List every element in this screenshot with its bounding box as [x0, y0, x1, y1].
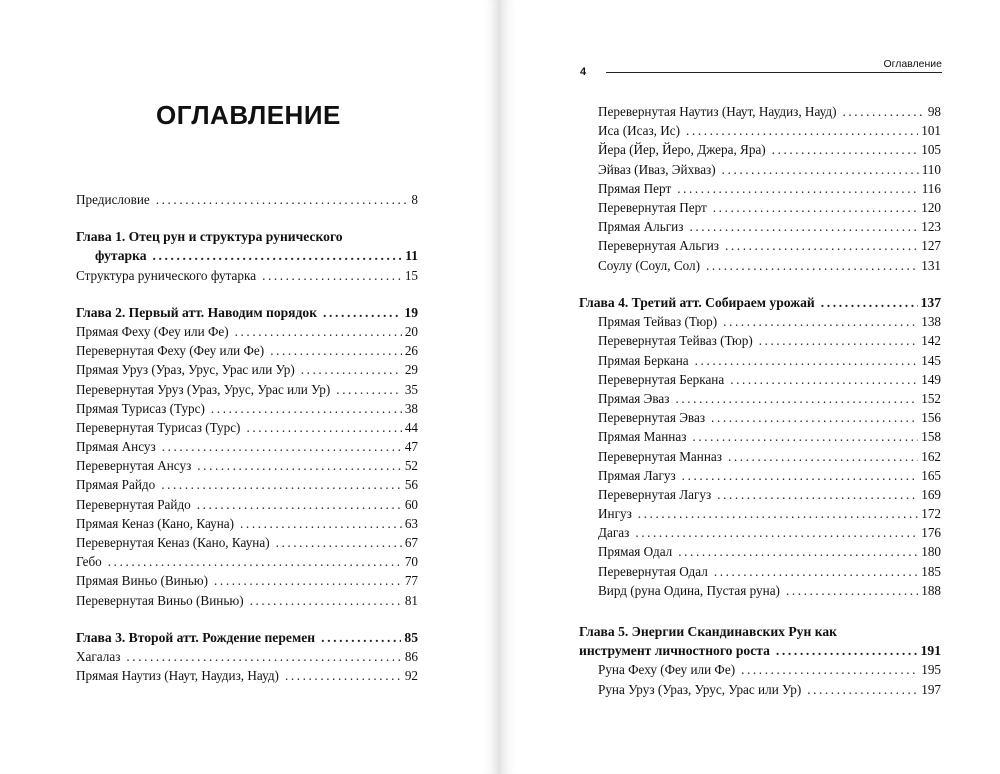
leader-dots	[235, 322, 402, 341]
chapter-3-entries	[76, 647, 418, 685]
toc-entry[interactable]: Ингуз ..... 172	[579, 504, 941, 523]
chapter-2-heading[interactable]: Глава 2. Первый атт. Наводим порядок ..... 19	[76, 303, 418, 322]
leader-dots	[717, 485, 918, 504]
toc-entry[interactable]: Перевернутая Лагуз ..... 169	[579, 485, 941, 504]
chapter-3-heading[interactable]: Глава 3. Второй атт. Рождение перемен ..... 85	[76, 628, 418, 647]
toc-right-chapter4	[579, 293, 941, 600]
leader-dots	[723, 312, 918, 331]
toc-entry[interactable]: Прямая Ансуз ..... 47	[76, 437, 418, 456]
toc-entry[interactable]: Перевернутая Наутиз (Наут, Наудиз, Науд) ..... 98	[598, 102, 941, 121]
leader-dots	[706, 256, 918, 275]
running-section-title: Оглавление	[883, 58, 942, 70]
toc-entry[interactable]: Перевернутая Одал ..... 185	[579, 562, 941, 581]
chapter-1-heading[interactable]: Глава 1. Отец рун и структура рунического	[76, 229, 343, 245]
leader-dots	[323, 303, 401, 322]
leader-dots	[250, 591, 402, 610]
leader-dots	[686, 121, 918, 140]
chapter-5-heading[interactable]: Глава 5. Энергии Скандинавских Рун как	[579, 624, 837, 639]
leader-dots	[635, 523, 918, 542]
toc-entry[interactable]: Прямая Турисаз (Турс) ..... 38	[76, 399, 418, 418]
toc-title: ОГЛАВЛЕНИЕ	[156, 100, 341, 130]
toc-entry[interactable]: Прямая Уруз (Ураз, Урус, Урас или Ур) ..... 29	[76, 360, 418, 379]
toc-entry[interactable]: Перевернутая Манназ ..... 162	[579, 447, 941, 466]
leader-dots	[772, 140, 919, 159]
page-number: 4	[580, 66, 587, 78]
leader-dots	[843, 102, 925, 121]
leader-dots	[759, 331, 919, 350]
header-rule	[606, 72, 942, 73]
leader-dots	[162, 437, 402, 456]
toc-entry[interactable]: Перевернутая Тейваз (Тюр) ..... 142	[579, 331, 941, 350]
toc-entry[interactable]: Прямая Райдо ..... 56	[76, 475, 418, 494]
toc-entry[interactable]: Перевернутая Беркана ..... 149	[579, 370, 941, 389]
toc-entry[interactable]: Перевернутая Ансуз ..... 52	[76, 456, 418, 475]
leader-dots	[285, 666, 402, 685]
leader-dots	[725, 236, 918, 255]
leader-dots	[722, 160, 919, 179]
toc-entry[interactable]: Перевернутая Виньо (Винью) ..... 81	[76, 591, 418, 610]
leader-dots	[682, 466, 919, 485]
toc-entry[interactable]: Перевернутая Райдо ..... 60	[76, 495, 418, 514]
toc-entry[interactable]: Соулу (Соул, Сол) ..... 131	[598, 256, 941, 275]
toc-entry[interactable]: Перевернутая Эваз ..... 156	[579, 408, 941, 427]
chapter-5-entries	[579, 660, 941, 698]
leader-dots	[714, 562, 918, 581]
chapter-2-entries	[76, 322, 418, 610]
leader-dots	[821, 293, 918, 312]
leader-dots	[197, 495, 402, 514]
toc-entry[interactable]: Эйваз (Иваз, Эйхваз) ..... 110	[598, 160, 941, 179]
leader-dots	[153, 246, 403, 265]
toc-entry[interactable]: Прямая Беркана ..... 145	[579, 351, 941, 370]
toc-entry[interactable]: Перевернутая Уруз (Ураз, Урус, Урас или Ур) ..... 35	[76, 380, 418, 399]
leader-dots	[638, 504, 918, 523]
toc-entry[interactable]: Йера (Йер, Йеро, Джера, Яра) ..... 105	[598, 140, 941, 159]
chapter-1-heading-cont[interactable]: футарка ..... 11	[76, 246, 418, 265]
leader-dots	[713, 198, 918, 217]
toc-entry[interactable]: Прямая Альгиз ..... 123	[598, 217, 941, 236]
toc-entry[interactable]: Руна Феху (Феу или Фе) ..... 195	[579, 660, 941, 679]
toc-right-chapter3-cont	[598, 102, 941, 275]
leader-dots	[211, 399, 402, 418]
toc-entry[interactable]: Перевернутая Перт ..... 120	[598, 198, 941, 217]
toc-entry[interactable]: Прямая Феху (Феу или Фе) ..... 20	[76, 322, 418, 341]
leader-dots	[741, 660, 918, 679]
toc-entry[interactable]: Прямая Тейваз (Тюр) ..... 138	[579, 312, 941, 331]
leader-dots	[321, 628, 401, 647]
toc-entry[interactable]: Перевернутая Альгиз ..... 127	[598, 236, 941, 255]
toc-right-chapter5	[579, 622, 941, 699]
leader-dots	[108, 552, 402, 571]
leader-dots	[689, 217, 918, 236]
leader-dots	[240, 514, 402, 533]
leader-dots	[161, 475, 402, 494]
leader-dots	[675, 389, 918, 408]
toc-entry[interactable]: Прямая Одал ..... 180	[579, 542, 941, 561]
toc-left-column	[76, 190, 418, 685]
toc-entry[interactable]: Перевернутая Турисаз (Турс) ..... 44	[76, 418, 418, 437]
toc-entry[interactable]: Прямая Манназ ..... 158	[579, 427, 941, 446]
chapter-4-entries	[579, 312, 941, 600]
leader-dots	[126, 647, 401, 666]
leader-dots	[728, 447, 918, 466]
leader-dots	[695, 351, 919, 370]
leader-dots	[246, 418, 401, 437]
toc-entry[interactable]: Прямая Виньо (Винью) ..... 77	[76, 571, 418, 590]
toc-entry[interactable]: Дагаз ..... 176	[579, 523, 941, 542]
toc-entry[interactable]: Хагалаз ..... 86	[76, 647, 418, 666]
leader-dots	[197, 456, 402, 475]
leader-dots	[214, 571, 402, 590]
toc-entry[interactable]: Руна Уруз (Ураз, Урус, Урас или Ур) ..... 197	[579, 680, 941, 699]
leader-dots	[786, 581, 918, 600]
toc-entry[interactable]: Гебо ..... 70	[76, 552, 418, 571]
chapter-4-heading[interactable]: Глава 4. Третий атт. Собираем урожай ..... 137	[579, 293, 941, 312]
leader-dots	[776, 641, 918, 660]
leader-dots	[301, 360, 402, 379]
toc-entry[interactable]: Прямая Наутиз (Наут, Наудиз, Науд) ..... 92	[76, 666, 418, 685]
leader-dots	[692, 427, 918, 446]
toc-entry[interactable]: Прямая Кеназ (Кано, Кауна) ..... 63	[76, 514, 418, 533]
left-page	[0, 0, 499, 774]
toc-entry[interactable]: Перевернутая Кеназ (Кано, Кауна) ..... 67	[76, 533, 418, 552]
toc-entry[interactable]: Прямая Эваз ..... 152	[579, 389, 941, 408]
leader-dots	[730, 370, 918, 389]
leader-dots	[262, 266, 402, 285]
leader-dots	[156, 190, 409, 209]
toc-entry[interactable]: Структура рунического футарка ..... 15	[76, 266, 418, 285]
leader-dots	[276, 533, 402, 552]
running-header	[580, 58, 942, 78]
toc-entry[interactable]: Перевернутая Феху (Феу или Фе) ..... 26	[76, 341, 418, 360]
leader-dots	[270, 341, 402, 360]
leader-dots	[678, 542, 918, 561]
chapter-3-continued-entries	[598, 102, 941, 275]
toc-entry[interactable]: Прямая Перт ..... 116	[598, 179, 941, 198]
leader-dots	[336, 380, 402, 399]
leader-dots	[677, 179, 918, 198]
chapter-5-heading-cont[interactable]: инструмент личностного роста ..... 191	[579, 641, 941, 660]
toc-entry-preface[interactable]: Предисловие ..... 8	[76, 190, 418, 209]
toc-entry[interactable]: Прямая Лагуз ..... 165	[579, 466, 941, 485]
toc-entry[interactable]: Вирд (руна Одина, Пустая руна) ..... 188	[579, 581, 941, 600]
leader-dots	[807, 680, 918, 699]
leader-dots	[711, 408, 918, 427]
toc-entry[interactable]: Иса (Исаз, Ис) ..... 101	[598, 121, 941, 140]
